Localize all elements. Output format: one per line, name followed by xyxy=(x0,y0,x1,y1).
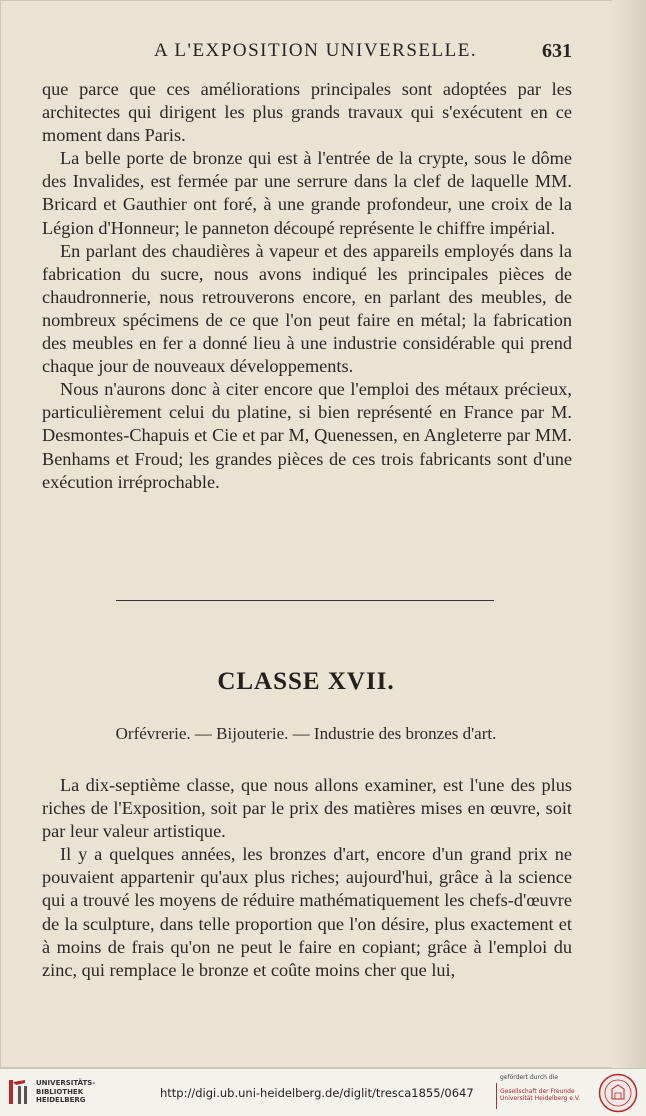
library-name[interactable] xyxy=(36,1079,95,1105)
sponsor-divider xyxy=(496,1083,497,1109)
section-subtitle: Orfévrerie. — Bijouterie. — Industrie des bronzes d'art. xyxy=(115,724,497,743)
section-title: CLASSE XVII. xyxy=(217,668,395,695)
paragraph: La belle porte de bronze qui est à l'entrée de la crypte, sous le dôme des Invalides, est fermée par une serrure dans la clef de laquelle MM. Bricard et Gauthier ont foré, à une grande profondeur, une croix de la Légion d'Honneur; le panneton découpé représente le chiffre impérial. xyxy=(42,148,572,238)
permalink-url[interactable]: http://digi.ub.uni-heidelberg.de/diglit/tresca1855/0647 xyxy=(160,1086,474,1100)
sponsor-line: Gesellschaft der Freunde xyxy=(500,1087,575,1095)
digitization-footer xyxy=(0,1068,646,1116)
library-name-line: UNIVERSITÄTS- xyxy=(36,1079,96,1087)
section-divider xyxy=(116,600,494,601)
paragraph: En parlant des chaudières à vapeur et des appareils employés dans la fabrication du sucre, nous avons indiqué les principales pièces de chaudronnerie, nous retrouverons encore, en parlant des meubles, de nombreux spécimens de ce que l'on peut faire en métal; la fabrication des meubles en fer a donné lieu à une industrie considérable qui prend chaque jour de nouveaux développements. xyxy=(42,240,572,377)
paragraph: Il y a quelques années, les bronzes d'art, encore d'un grand prix ne pouvaient appartenir qu'aux plus riches; aujourd'hui, grâce à la science qui a trouvé les moyens de réduire mathématiquement les chefs-d'œuvre de la sculpture, dans telle proportion que l'on désire, plus exactement et à moins de frais qu'on ne peut le faire en copiant; grâce à l'emploi du zinc, qui remplace le bronze et coûte moins cher que lui, xyxy=(42,844,572,980)
library-name-line: BIBLIOTHEK xyxy=(36,1087,84,1096)
paragraph: que parce que ces améliorations principales sont adoptées par les architectes qui dirigent les plus grands travaux qui s'exécutent en ce moment dans Paris. xyxy=(42,79,572,146)
paragraph: Nous n'aurons donc à citer encore que l'emploi des métaux précieux, particulièrement celui du platine, si bien représenté en France par M. Desmontes-Chapuis et Cie et par M, Quenessen, en Angleterre par MM. Benhams et Froud; les grandes pièces de ces trois fabricants sont d'une exécution irréprochable. xyxy=(42,379,572,492)
library-name-line: HEIDELBERG xyxy=(36,1096,86,1104)
sponsor-intro: gefördert durch die xyxy=(500,1074,558,1081)
page-number: 631 xyxy=(542,40,572,62)
sponsor-credit[interactable] xyxy=(500,1074,590,1103)
page-edge-shadow xyxy=(612,0,646,1068)
text-block-top xyxy=(42,78,572,494)
sponsor-line: Universität Heidelberg e.V. xyxy=(500,1095,581,1102)
running-header xyxy=(42,40,572,66)
university-seal-icon[interactable] xyxy=(598,1073,638,1113)
running-title: A L'EXPOSITION UNIVERSELLE. xyxy=(154,40,478,61)
text-block-bottom xyxy=(42,774,572,982)
paragraph: La dix-septième classe, que nous allons examiner, est l'une des plus riches de l'Exposition, soit par le prix des matières mises en œuvre, soit par leur valeur artistique. xyxy=(42,775,572,842)
library-logo-icon[interactable] xyxy=(7,1077,31,1107)
